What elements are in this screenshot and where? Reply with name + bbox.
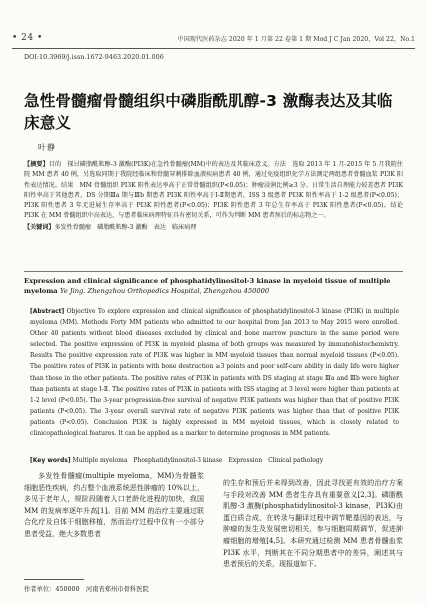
article-title: 急性骨髓瘤骨髓组织中磷脂酰肌醇-3 激酶表达及其临床意义 — [24, 92, 393, 132]
english-keywords-label: [Key words] — [30, 457, 71, 464]
english-abstract — [30, 306, 399, 439]
english-abstract-label: [Abstract] — [30, 308, 65, 315]
keywords-cn-label: 【关键词】 — [24, 223, 55, 231]
abstract-cn-body: 目的 探讨磷脂酰肌醇-3 激酶(PI3K)在急性骨髓瘤(MM)中的表达及其临床意义。方法 选取 2013 年 1 月-2015 年 5 月我院住院 MM 患者 40 例，另选取同期于我院经临床和骨髓穿刺排除血液疾病患者 40 例，通过免疫组织化学方法测定两组患者骨髓血浆 PI3K 阳性表达情况。结果 MM 骨髓组织 PI3K 阳性表达率高于正常骨髓组织(P<0.05)；肿瘤浸润比例≥3 分、日常生活自理能力较差患者 PI3K 阳性率高于其他患者，DS 分期Ⅲa 期与Ⅲb 期患者 PI3K 阳性率高于Ⅰ-Ⅱ期患者，ISS 3 级患者 PI3K 阳性率高于 1-2 级患者(P<0.05)；PI3K 阳性患者 3 年无进展生存率高于 PI3K 阴性患者(P<0.05)；PI3K 阴性患者 3 年总生存率高于 PI3K 阳性患者(P<0.05)。结论 PI3K 在 MM 骨髓组织中高表达，与患者临床病理特征具有密切关系，可作为判断 MM 患者预后的标志物之一。 — [24, 161, 410, 220]
section-divider — [24, 271, 403, 272]
body-paragraph-continued: 的生存和预后并未得到改善，因此寻找更有效的治疗方案与手段对改善 MM 患者生存具有重要意义[2,3]。磷脂酰肌醇-3 激酶(phosphatidylinositol-3 kinase，PI3K)由蛋白质合成，在转录与翻译过程中调节靶基因的表达，与肿瘤的发生及发展密切相关，参与细胞周期调节，促进肿瘤细胞的增殖[4,5]。本研究通过检测 MM 患者骨髓血浆 PI3K 水平，判断其在不同分期患者中的差异，阐述其与患者预后的关系，现报道如下。 — [223, 479, 403, 569]
english-title-text: Expression and clinical significance of phosphatidylinositol-3 kinase in myeloid tissue of multiple myeloma — [24, 277, 391, 295]
english-abstract-body: Objective To explore expression and clinical significance of phosphatidylinositol-3 kinase (PI3K) in multiple myeloma (MM). Methods Forty MM patients who admitted to our hospital from Jan 2013 to May 2015 were enrolled. Other 40 patients without blood diseases excluded by clinical and bone marrow puncture in the same period were selected. The positive expression of PI3K in myeloid plasma of both groups was measured by immunohistochemistry. Results The positive expression rate of PI3K was higher in MM myeloid tissues than normal myeloid tissues (P<0.05). The positive rates of PI3K in patients with bone destruction ≥3 points and poor self-care ability in daily life were higher than those in the other patients. The positive rates of PI3K in patients with DS staging at stage Ⅲa and Ⅲb were higher than patients at stage Ⅰ-Ⅱ. The positive rates of PI3K in patients with ISS staging at 3 level were higher than patients at 1-2 level (P<0.05). The 3-year progression-free survival of negative PI3K patients was higher than that of positive PI3K patients (P<0.05). The 3-year overall survival rate of negative PI3K patients was higher than that of positive PI3K patients (P<0.05). Conclusion PI3K is highly expressed in MM myeloid tissues, which is closely related to clinicopathological features. It can be applied as a marker to determine prognosis in MM patients. — [30, 308, 399, 438]
page-number: • 24 • — [12, 33, 43, 43]
author-affiliation-footnote: 作者单位：450000 河南省郑州市骨科医院 — [24, 586, 149, 593]
abstract-cn — [24, 160, 410, 233]
english-author-affiliation: Ye Jing. Zhengzhou Orthopedics Hospital, Zhengzhou 450000 — [59, 287, 270, 295]
author: 叶静 — [38, 143, 56, 152]
body-column-left — [24, 471, 204, 541]
english-keywords-text: Multiple myeloma Phosphatidylinositol-3 kinase Expression Clinical pathology — [72, 457, 324, 464]
doi[interactable]: DOI:10.3969/j.issn.1672-9463.2020.01.006 — [24, 53, 164, 61]
english-keywords — [30, 456, 399, 466]
english-title — [24, 276, 403, 296]
keywords-cn — [24, 223, 403, 233]
body-paragraph: 多发性骨髓瘤(multiple myeloma，MM)为骨髓浆细胞恶性疾病，约占整个血液系统恶性肿瘤的 10%以上，多见于老年人，规阶段随着人口老龄化进程的加快，我国 MM 的发病率逐年升高[1]。目前 MM 的治疗主要通过联合化疗及自体干细胞移植，然而治疗过程中仅有一小部分患者受益，绝大多数患者 — [24, 472, 204, 538]
body-column-right — [223, 471, 403, 578]
keywords-cn-text: 多发性骨髓瘤 磷脂酰肌醇-3 激酶 表达 临床病理 — [54, 223, 197, 231]
running-header — [12, 34, 415, 43]
journal-info: 中国现代医药杂志 2020 年 1 月第 22 卷第 1 期 Mod J C Jan 2020，Vol 22，No.1 — [177, 35, 415, 43]
abstract-cn-label: 【摘要】 — [24, 161, 49, 168]
header-rule — [12, 48, 415, 49]
footnote-rule — [24, 579, 84, 580]
